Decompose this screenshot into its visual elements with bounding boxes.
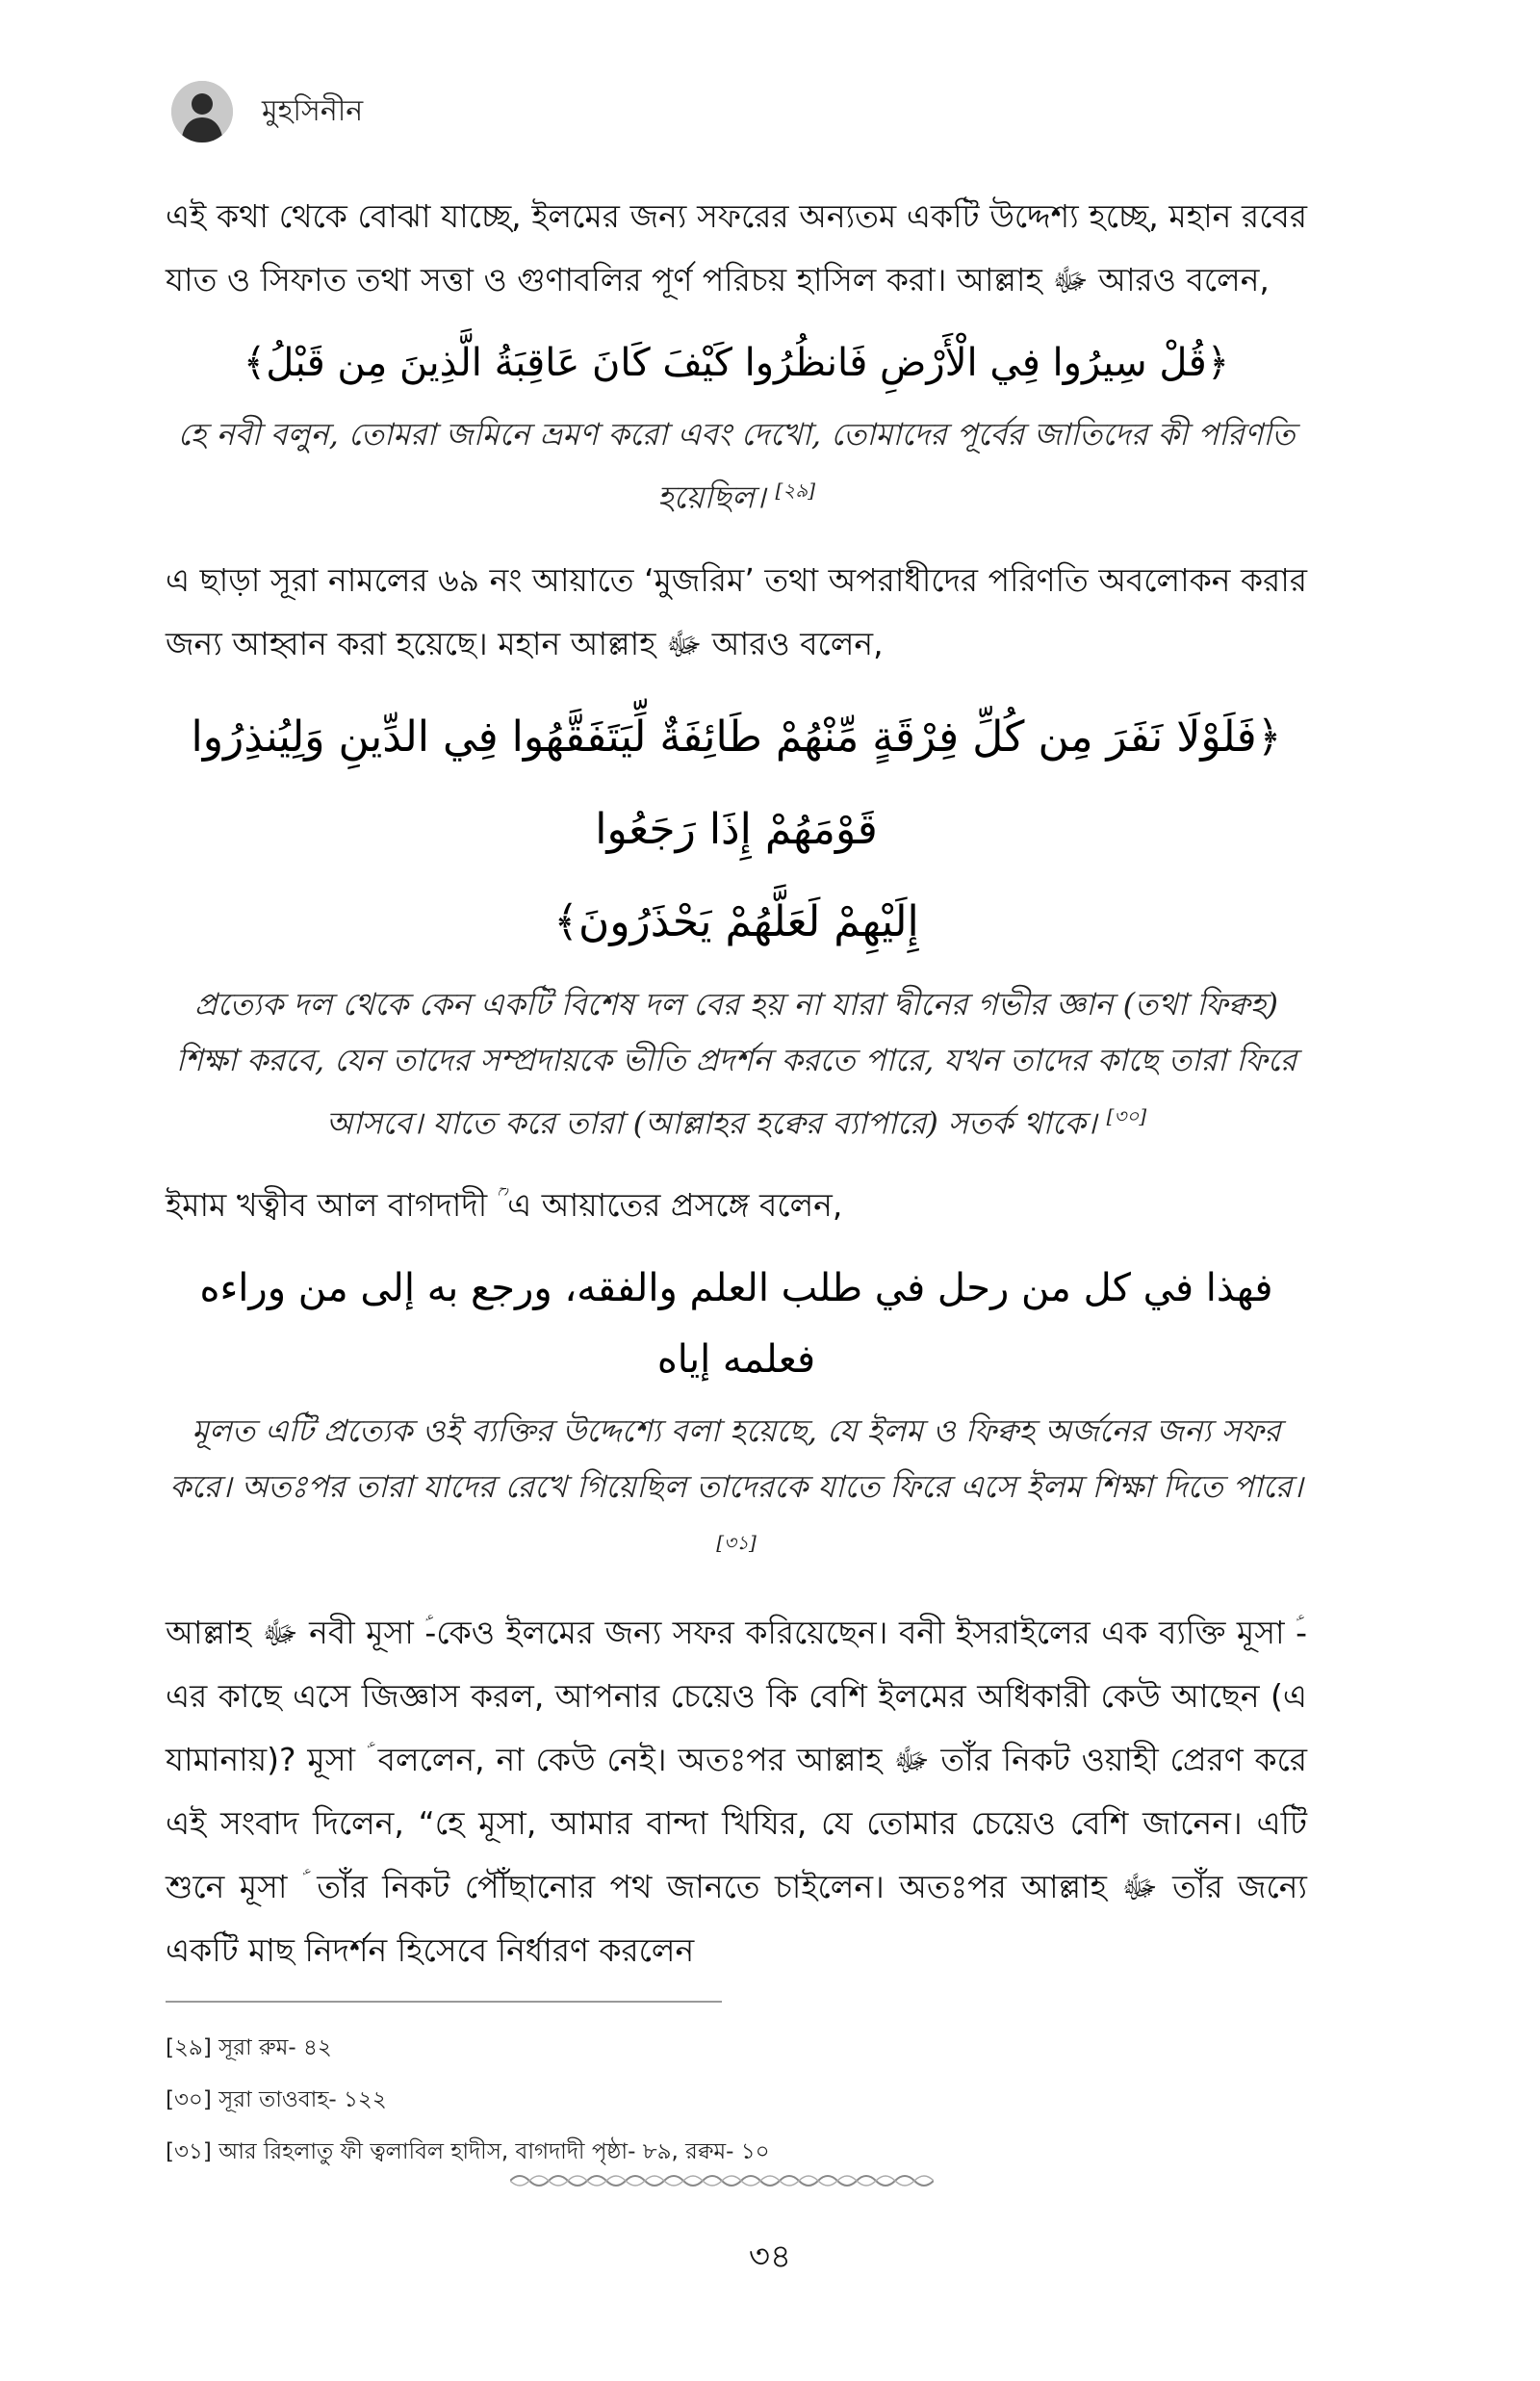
paragraph-2: এ ছাড়া সূরা নামলের ৬৯ নং আয়াতে ‘মুজরিম’ তথা অপরাধীদের পরিণতি অবলোকন করার জন্য আহ্বান করা হয়েছে। মহান আল্লাহ ﷻ আরও বলেন, xyxy=(166,560,1307,662)
footnote-29: [২৯] সূরা রুম- ৪২ xyxy=(166,2035,332,2060)
translation-3 xyxy=(166,1403,1307,1578)
wave-ornament-icon xyxy=(510,2168,934,2197)
translation-3-text: মূলত এটি প্রত্যেক ওই ব্যক্তির উদ্দেশ্যে বলা হয়েছে, যে ইলম ও ফিক্বহ অর্জনের জন্য সফর করে। অতঃপর তারা যাদের রেখে গিয়েছিল তাদেরকে যাতে ফিরে এসে ইলম শিক্ষা দিতে পারে। xyxy=(169,1412,1303,1506)
footnote-31: [৩১] আর রিহলাতু ফী ত্বলাবিল হাদীস, বাগদাদী পৃষ্ঠা- ৮৯, রক্বম- ১০ xyxy=(166,2139,770,2164)
user-avatar-icon xyxy=(171,81,233,142)
translation-2-text: প্রত্যেক দল থেকে কেন একটি বিশেষ দল বের হয় না যারা দ্বীনের গভীর জ্ঞান (তথা ফিক্বহ) শিক্ষা করবে, যেন তাদের সম্প্রদায়কে ভীতি প্রদর্শন করতে পারে, যখন তাদের কাছে তারা ফিরে আসবে। যাতে করে তারা (আল্লাহর হক্বের ব্যাপারে) সতর্ক থাকে। xyxy=(175,985,1297,1142)
footnote-ref-29[interactable]: [২৯] xyxy=(775,479,816,502)
paragraph-3: ইমাম খত্বীব আল বাগদাদী ؒ এ আয়াতের প্রসঙ্গে বলেন, xyxy=(166,1186,843,1225)
footnote-ref-31[interactable]: [৩১] xyxy=(716,1531,757,1555)
page-number: ৩৪ xyxy=(748,2238,792,2276)
arabic-verse-2-line-2: إِلَيْهِمْ لَعَلَّهُمْ يَحْذَرُونَ﴾ xyxy=(553,896,919,946)
page-body xyxy=(166,185,1307,1998)
avatar xyxy=(171,81,233,142)
paragraph-4: আল্লাহ ﷻ নবী মূসা ؑ-কেও ইলমের জন্য সফর করিয়েছেন। বনী ইসরাইলের এক ব্যক্তি মূসা ؑ-এর কাছে এসে জিজ্ঞাস করল, আপনার চেয়েও কি বেশি ইলমের অধিকারী কেউ আছেন (এ যামানায়)? মূসা ؑ বললেন, না কেউ নেই। অতঃপর আল্লাহ ﷻ তাঁর নিকট ওয়াহী প্রেরণ করে এই সংবাদ দিলেন, “হে মূসা, আমার বান্দা খিযির, যে তোমার চেয়েও বেশি জানেন। এটি শুনে মূসা ؑ তাঁর নিকট পৌঁছানোর পথ জানতে চাইলেন। অতঃপর আল্লাহ ﷻ তাঁর জন্যে একটি মাছ নিদর্শন হিসেবে নির্ধারণ করলেন xyxy=(166,1613,1307,1969)
arabic-verse-2-line-1: ﴿فَلَوْلَا نَفَرَ مِن كُلِّ فِرْقَةٍ مِّنْهُمْ طَائِفَةٌ لِّيَتَفَقَّهُوا فِي الدِّينِ وَلِيُنذِرُوا قَوْمَهُمْ إِذَا رَجَعُوا xyxy=(191,712,1282,854)
arabic-quote: فهذا في كل من رحل في طلب العلم والفقه، ورجع به إلى من وراءه فعلمه إياه xyxy=(199,1266,1273,1383)
footnote-30: [৩০] সূরা তাওবাহ- ১২২ xyxy=(166,2087,387,2112)
translation-1 xyxy=(166,406,1307,526)
arabic-verse-1: ﴿قُلْ سِيرُوا فِي الْأَرْضِ فَانظُرُوا كَيْفَ كَانَ عَاقِبَةُ الَّذِينَ مِن قَبْلُ﴾ xyxy=(243,341,1230,385)
footnotes xyxy=(166,2022,1224,2178)
paragraph-1: এই কথা থেকে বোঝা যাচ্ছে, ইলমের জন্য সফরের অন্যতম একটি উদ্দেশ্য হচ্ছে, মহান রবের যাত ও সিফাত তথা সত্তা ও গুণাবলির পূর্ণ পরিচয় হাসিল করা। আল্লাহ ﷻ আরও বলেন, xyxy=(166,197,1307,298)
translation-1-text: হে নবী বলুন, তোমরা জমিনে ভ্রমণ করো এবং দেখো, তোমাদের পূর্বের জাতিদের কী পরিণতি হয়েছিল। xyxy=(177,416,1296,516)
footnote-divider xyxy=(166,2001,722,2003)
arabic-verse-2 xyxy=(166,691,1307,969)
author-name: মুহসিনীন xyxy=(262,93,364,128)
footnote-ref-30[interactable]: [৩০] xyxy=(1106,1103,1147,1127)
translation-2 xyxy=(166,976,1307,1152)
page-header xyxy=(171,81,363,142)
